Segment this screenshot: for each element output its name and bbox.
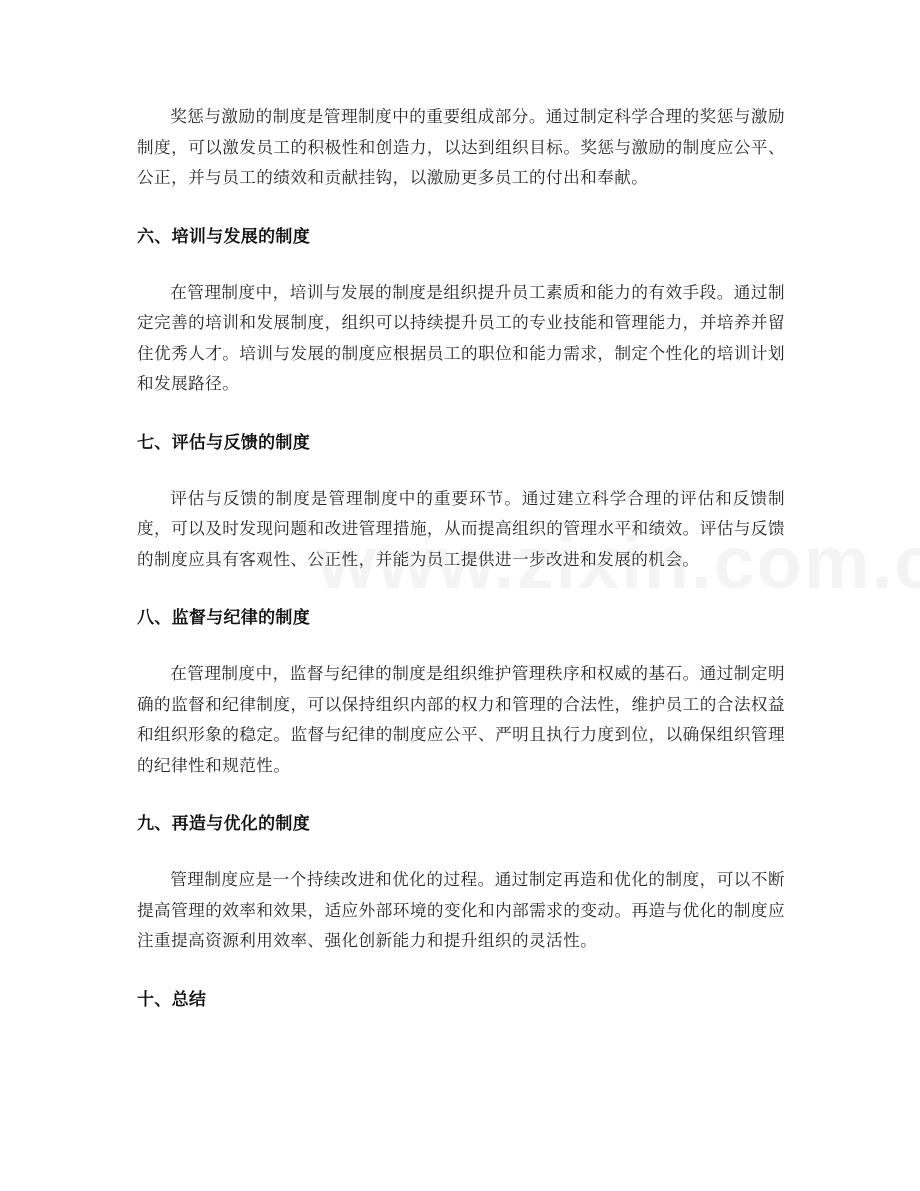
paragraph-training: 在管理制度中，培训与发展的制度是组织提升员工素质和能力的有效手段。通过制定完善的培训和发展制度，组织可以持续提升员工的专业技能和管理能力，并培养并留住优秀人才。培训与发展的制度应根据员工的职位和能力需求，制定个性化的培训计划和发展路径。 xyxy=(137,282,785,393)
paragraph-evaluation: 评估与反馈的制度是管理制度中的重要环节。通过建立科学合理的评估和反馈制度，可以及时发现问题和改进管理措施，从而提高组织的管理水平和绩效。评估与反馈的制度应具有客观性、公正性，并能为员工提供进一步改进和发展的机会。 xyxy=(137,488,785,569)
heading-supervision: 八、监督与纪律的制度 xyxy=(137,608,310,628)
paragraph-optimization: 管理制度应是一个持续改进和优化的过程。通过制定再造和优化的制度，可以不断提高管理的效率和效果，适应外部环境的变化和内部需求的变动。再造与优化的制度应注重提高资源利用效率、强化创新能力和提升组织的灵活性。 xyxy=(137,870,785,950)
paragraph-rewards: 奖惩与激励的制度是管理制度中的重要组成部分。通过制定科学合理的奖惩与激励制度，可以激发员工的积极性和创造力，以达到组织目标。奖惩与激励的制度应公平、公正，并与员工的绩效和贡献挂钩，以激励更多员工的付出和奉献。 xyxy=(137,107,785,187)
heading-optimization: 九、再造与优化的制度 xyxy=(137,814,310,834)
document-page xyxy=(137,102,785,1014)
heading-evaluation: 七、评估与反馈的制度 xyxy=(137,432,310,453)
heading-summary: 十、总结 xyxy=(137,989,207,1010)
heading-training: 六、培训与发展的制度 xyxy=(137,226,310,247)
paragraph-supervision: 在管理制度中，监督与纪律的制度是组织维护管理秩序和权威的基石。通过制定明确的监督和纪律制度，可以保持组织内部的权力和管理的合法性，维护员工的合法权益和组织形象的稳定。监督与纪律的制度应公平、严明且执行力度到位，以确保组织管理的纪律性和规范性。 xyxy=(137,664,785,775)
